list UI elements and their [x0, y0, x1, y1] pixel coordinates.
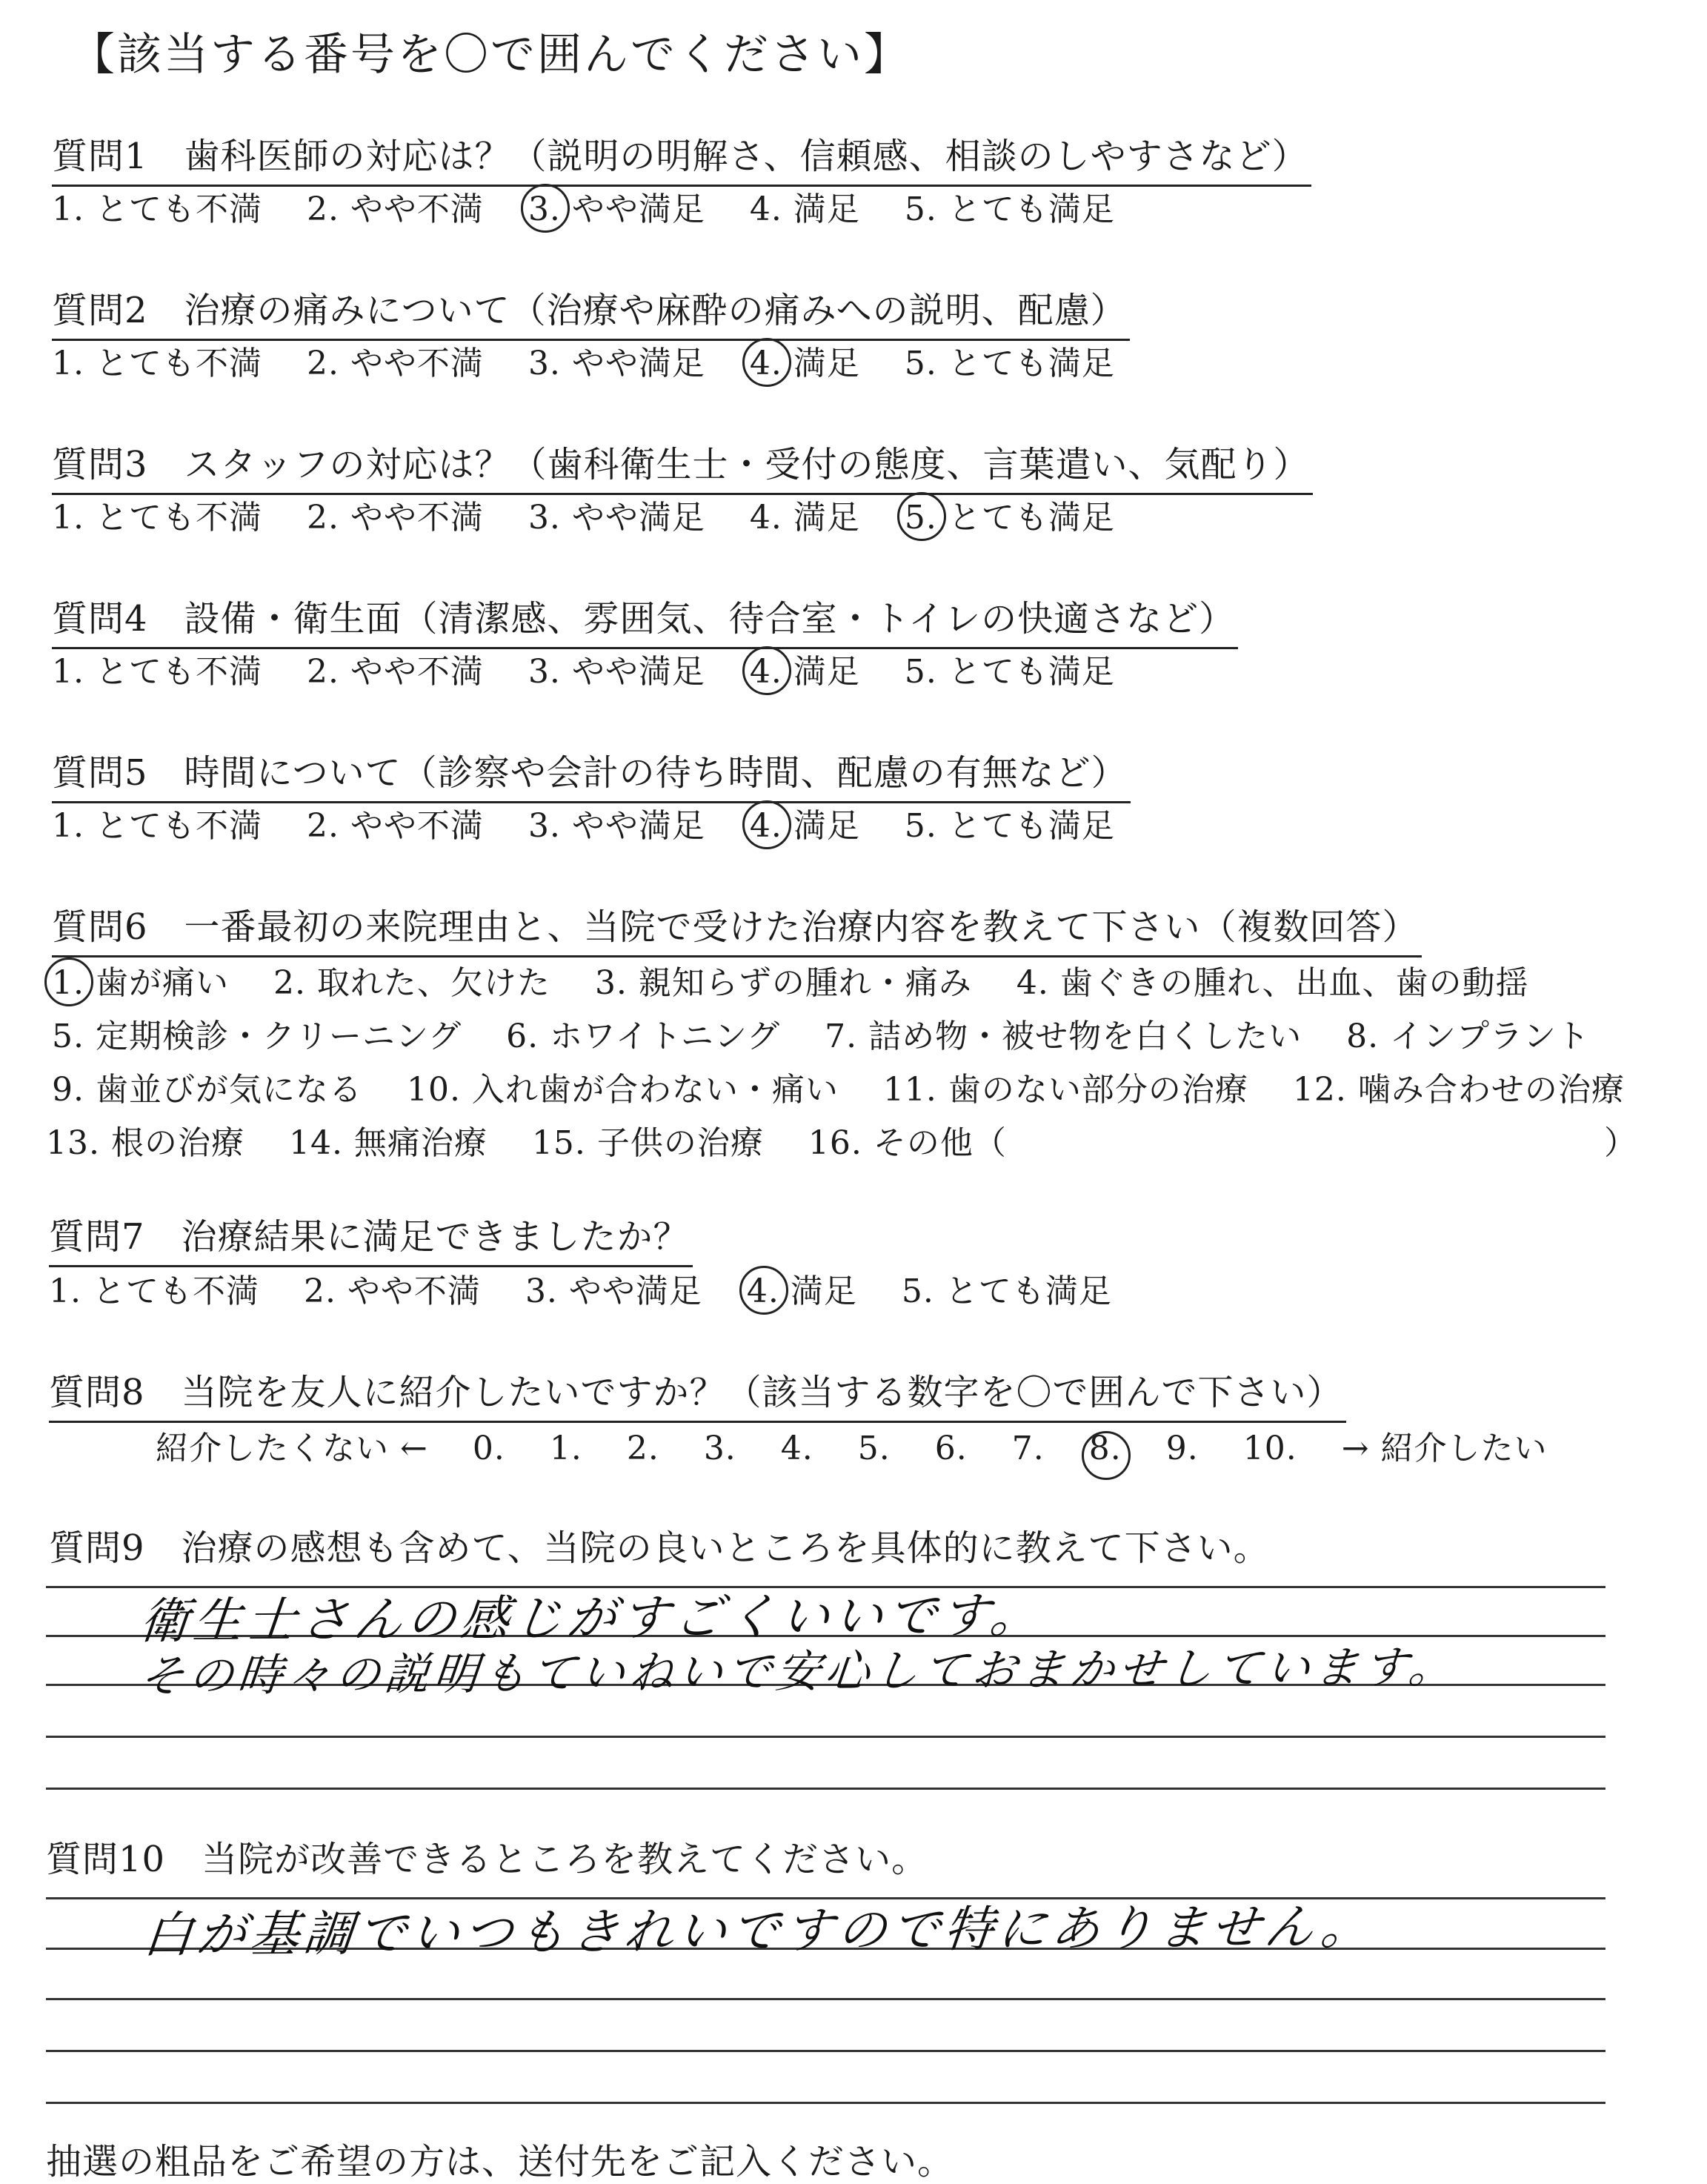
q5-option-1[interactable]: 1. とても不満	[52, 807, 262, 845]
q8-score-1[interactable]: 1.	[549, 1430, 582, 1467]
q8-scale	[156, 1421, 1548, 1469]
question-7-title: 質問7 治療結果に満足できましたか？	[49, 1208, 693, 1267]
q6-option-12[interactable]: 12. 噛み合わせの治療	[1292, 1071, 1625, 1109]
q6-option-11[interactable]: 11. 歯のない部分の治療	[882, 1071, 1248, 1109]
q8-score-2[interactable]: 2.	[626, 1430, 659, 1467]
q8-score-0[interactable]: 0.	[472, 1430, 505, 1467]
q1-option-5[interactable]: 5. とても満足	[904, 190, 1115, 228]
q3-option-4[interactable]: 4. 満足	[749, 499, 860, 537]
q8-score-4[interactable]: 4.	[780, 1430, 813, 1467]
question-7-options	[49, 1264, 1112, 1312]
q6-option-13[interactable]: 13. 根の治療	[46, 1124, 244, 1162]
q6-option-3[interactable]: 3. 親知らずの腫れ・痛み	[594, 964, 972, 1002]
question-4-options	[52, 645, 1115, 692]
q6-option-6[interactable]: 6. ホワイトニング	[506, 1018, 781, 1055]
question-5-options	[52, 799, 1115, 846]
q6-option-16[interactable]: 16. その他（	[808, 1124, 1007, 1162]
q4-option-2[interactable]: 2. やや不満	[306, 653, 484, 691]
q8-score-6[interactable]: 6.	[934, 1430, 968, 1467]
q9-answer-line-4	[46, 1736, 1605, 1738]
q3-option-5-selected[interactable]: 5. とても満足	[905, 491, 1115, 538]
q6-option-9[interactable]: 9. 歯並びが気になる	[52, 1071, 362, 1109]
q3-option-3[interactable]: 3. やや満足	[528, 499, 705, 537]
q7-option-5[interactable]: 5. とても満足	[901, 1272, 1112, 1310]
q6-option-1-selected[interactable]: 1. 歯が痛い	[52, 956, 229, 1003]
q9-answer-line-5	[46, 1788, 1605, 1790]
q6-row-4	[46, 1116, 1007, 1164]
q4-option-1[interactable]: 1. とても不満	[52, 653, 262, 691]
q1-option-3-selected[interactable]: 3. やや満足	[528, 182, 705, 230]
q6-option-4[interactable]: 4. 歯ぐきの腫れ、出血、歯の動揺	[1016, 964, 1529, 1002]
q8-score-8-selected[interactable]: 8.	[1088, 1430, 1122, 1467]
q4-option-5[interactable]: 5. とても満足	[904, 653, 1115, 691]
question-5-title: 質問5 時間について（診察や会計の待ち時間、配慮の有無など）	[52, 744, 1131, 803]
q10-handwritten-answer: 白が基調でいつもきれいですので特にありません。	[141, 1898, 1377, 1964]
footer-prize-note: 抽選の粗品をご希望の方は、送付先をご記入ください。	[46, 2141, 954, 2183]
q2-option-4-selected[interactable]: 4. 満足	[750, 336, 860, 384]
q9-handwritten-answer-1: 衛生士さんの感じがすごくいいです。	[137, 1586, 1047, 1650]
question-2-title: 質問2 治療の痛みについて（治療や麻酔の痛みへの説明、配慮）	[52, 282, 1130, 341]
q3-option-1[interactable]: 1. とても不満	[52, 499, 262, 537]
q6-option-5[interactable]: 5. 定期検診・クリーニング	[52, 1018, 462, 1055]
q8-score-10[interactable]: 10.	[1242, 1430, 1297, 1467]
form-header: 【該当する番号を〇で囲んでください】	[70, 29, 911, 81]
q8-score-9[interactable]: 9.	[1165, 1430, 1199, 1467]
q8-score-5[interactable]: 5.	[857, 1430, 891, 1467]
question-9-title: 質問9 治療の感想も含めて、当院の良いところを具体的に教えて下さい。	[49, 1527, 1270, 1569]
q5-option-4-selected[interactable]: 4. 満足	[750, 799, 860, 846]
q6-option-2[interactable]: 2. 取れた、欠けた	[273, 964, 550, 1002]
question-1-title: 質問1 歯科医師の対応は？（説明の明解さ、信頼感、相談のしやすさなど）	[52, 127, 1311, 187]
q1-option-2[interactable]: 2. やや不満	[306, 190, 484, 228]
question-10-title: 質問10 当院が改善できるところを教えてください。	[46, 1839, 928, 1880]
q6-option-10[interactable]: 10. 入れ歯が合わない・痛い	[406, 1071, 839, 1109]
q3-option-2[interactable]: 2. やや不満	[306, 499, 484, 537]
q2-option-5[interactable]: 5. とても満足	[904, 345, 1115, 382]
q1-option-4[interactable]: 4. 満足	[749, 190, 860, 228]
q10-answer-line-4	[46, 2050, 1605, 2052]
question-2-options	[52, 336, 1115, 384]
q8-score-3[interactable]: 3.	[703, 1430, 736, 1467]
q6-option-14[interactable]: 14. 無痛治療	[288, 1124, 488, 1162]
q6-row-3	[52, 1063, 1625, 1110]
q6-option-15[interactable]: 15. 子供の治療	[531, 1124, 764, 1162]
q2-option-3[interactable]: 3. やや満足	[528, 345, 705, 382]
question-3-options	[52, 491, 1115, 538]
question-6-title: 質問6 一番最初の来院理由と、当院で受けた治療内容を教えて下さい（複数回答）	[52, 898, 1422, 957]
q9-handwritten-answer-2: その時々の説明もていねいで安心しておまかせしています。	[137, 1641, 1460, 1703]
q6-row-2	[52, 1009, 1590, 1057]
q7-option-4-selected[interactable]: 4. 満足	[747, 1264, 857, 1312]
q1-option-1[interactable]: 1. とても不満	[52, 190, 262, 228]
q7-option-2[interactable]: 2. やや不満	[303, 1272, 481, 1310]
q5-option-3[interactable]: 3. やや満足	[528, 807, 705, 845]
question-1-options	[52, 182, 1115, 230]
q7-option-3[interactable]: 3. やや満足	[525, 1272, 702, 1310]
q6-option-7[interactable]: 7. 詰め物・被せ物を白くしたい	[825, 1018, 1302, 1055]
q6-other-close-paren: ）	[1604, 1124, 1637, 1162]
question-8-title: 質問8 当院を友人に紹介したいですか？（該当する数字を〇で囲んで下さい）	[49, 1364, 1346, 1423]
q10-answer-line-5	[46, 2102, 1605, 2104]
question-4-title: 質問4 設備・衛生面（清潔感、雰囲気、待合室・トイレの快適さなど）	[52, 590, 1238, 649]
q8-score-7[interactable]: 7.	[1011, 1430, 1045, 1467]
q6-row-1	[52, 956, 1529, 1003]
q7-option-1[interactable]: 1. とても不満	[49, 1272, 259, 1310]
q2-option-2[interactable]: 2. やや不満	[306, 345, 484, 382]
q2-option-1[interactable]: 1. とても不満	[52, 345, 262, 382]
q10-answer-line-3	[46, 1998, 1605, 2000]
q8-right-label: → 紹介したい	[1341, 1430, 1548, 1467]
q5-option-5[interactable]: 5. とても満足	[904, 807, 1115, 845]
q4-option-3[interactable]: 3. やや満足	[528, 653, 705, 691]
question-3-title: 質問3 スタッフの対応は？（歯科衛生士・受付の態度、言葉遣い、気配り）	[52, 436, 1313, 495]
q6-option-8[interactable]: 8. インプラント	[1346, 1018, 1591, 1055]
q4-option-4-selected[interactable]: 4. 満足	[750, 645, 860, 692]
q8-left-label: 紹介したくない ←	[156, 1430, 428, 1467]
q5-option-2[interactable]: 2. やや不満	[306, 807, 484, 845]
